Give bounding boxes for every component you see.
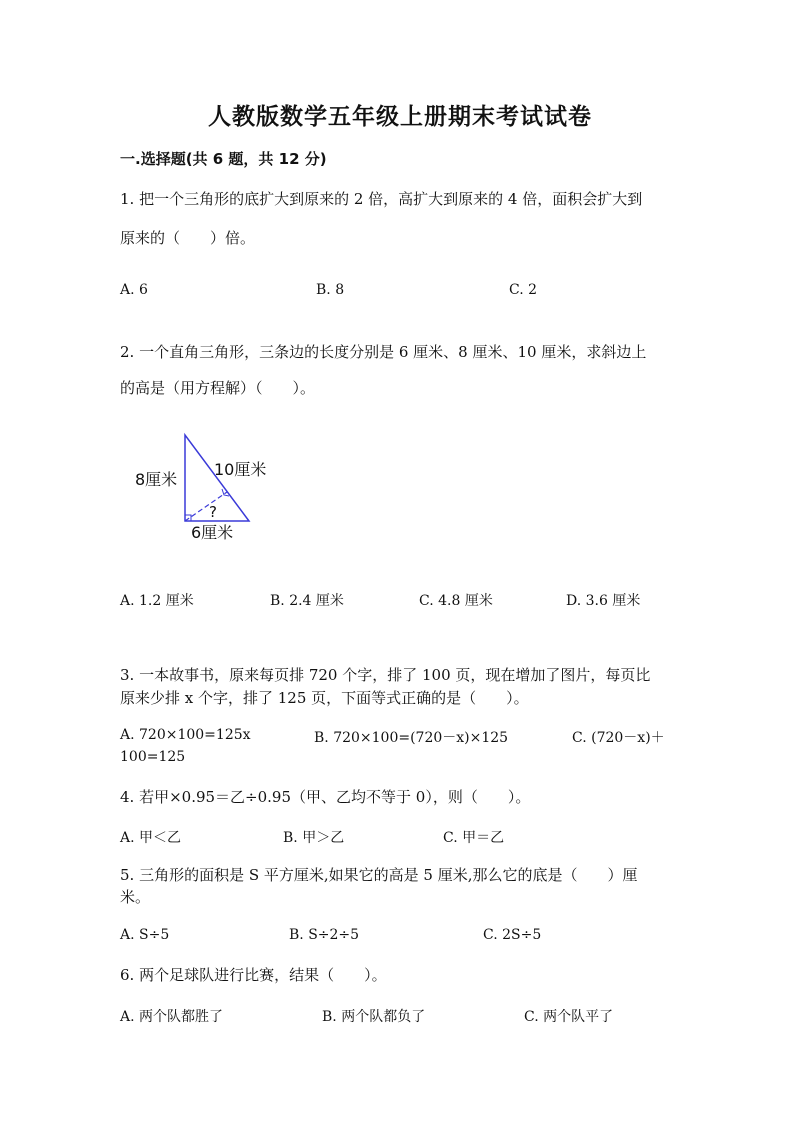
question-3-option-b: B. 720×100=(720－x)×125 (314, 730, 509, 746)
label-left-side: 8厘米 (135, 470, 178, 489)
question-2-option-c: C. 4.8 厘米 (419, 593, 493, 609)
question-1-option-a: A. 6 (120, 282, 148, 298)
question-1-option-b: B. 8 (316, 282, 345, 298)
question-1-line-2: 原来的（ ）倍。 (120, 229, 256, 247)
question-2-option-a: A. 1.2 厘米 (120, 593, 194, 609)
page-title: 人教版数学五年级上册期末考试试卷 (208, 104, 592, 130)
question-4-option-a: A. 甲＜乙 (120, 830, 182, 846)
question-4-option-c: C. 甲＝乙 (443, 830, 505, 846)
question-6-option-c: C. 两个队平了 (524, 1009, 614, 1025)
question-2-option-d: D. 3.6 厘米 (566, 593, 641, 609)
label-hypotenuse: 10厘米 (214, 460, 267, 479)
question-6-line-1: 6. 两个足球队进行比赛，结果（ ）。 (120, 966, 387, 984)
question-2-line-2: 的高是（用方程解）（ ）。 (120, 379, 316, 397)
question-5-line-1: 5. 三角形的面积是 S 平方厘米,如果它的高是 5 厘米,那么它的底是（ ）厘 (120, 866, 638, 884)
question-6-option-b: B. 两个队都负了 (322, 1009, 426, 1025)
label-unknown-height: ? (209, 503, 217, 521)
label-bottom-side: 6厘米 (191, 523, 234, 542)
question-3-line-1: 3. 一本故事书，原来每页排 720 个字，排了 100 页，现在增加了图片，每页比 (120, 666, 651, 684)
question-5-option-b: B. S÷2÷5 (289, 927, 360, 943)
question-3-line-2: 原来少排 x 个字，排了 125 页，下面等式正确的是（ ）。 (120, 689, 529, 707)
right-triangle-figure (125, 425, 285, 550)
question-2-option-b: B. 2.4 厘米 (270, 593, 344, 609)
question-5-line-2: 米。 (120, 888, 151, 906)
question-1-option-c: C. 2 (509, 282, 538, 298)
question-1-line-1: 1. 把一个三角形的底扩大到原来的 2 倍，高扩大到原来的 4 倍，面积会扩大到 (120, 190, 643, 208)
section-heading: 一.选择题(共 6 题，共 12 分) (120, 150, 327, 168)
question-5-option-a: A. S÷5 (120, 927, 170, 943)
question-4-option-b: B. 甲＞乙 (283, 830, 345, 846)
question-3-option-c: C. (720－x)＋ (572, 730, 665, 746)
question-3-option-c-continued: 100=125 (120, 749, 186, 765)
question-6-option-a: A. 两个队都胜了 (120, 1009, 224, 1025)
question-2-line-1: 2. 一个直角三角形，三条边的长度分别是 6 厘米、8 厘米、10 厘米，求斜边上 (120, 343, 647, 361)
question-4-line-1: 4. 若甲×0.95＝乙÷0.95（甲、乙均不等于 0），则（ ）。 (120, 788, 531, 806)
question-5-option-c: C. 2S÷5 (483, 927, 542, 943)
question-3-option-a: A. 720×100=125x (120, 727, 251, 743)
